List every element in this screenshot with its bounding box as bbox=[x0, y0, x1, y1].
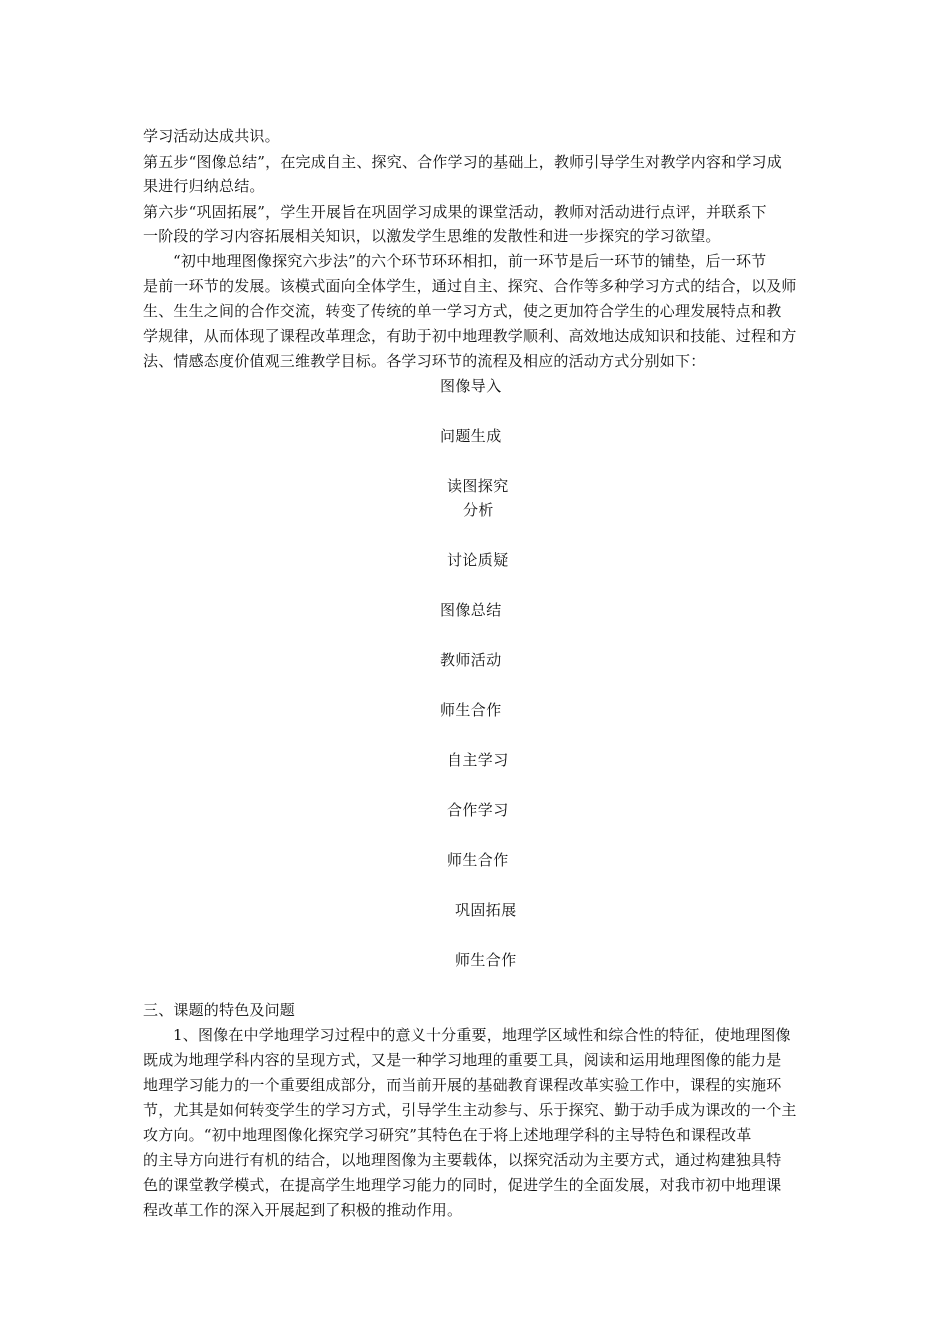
flow-activity-label: 巩固拓展 bbox=[455, 901, 517, 919]
paragraph-line: 节，尤其是如何转变学生的学习方式，引导学生主动参与、乐于探究、勤于动手成为课改的一个主 bbox=[143, 1101, 797, 1119]
flow-step-label: 问题生成 bbox=[440, 427, 502, 445]
paragraph-line: 学习活动达成共识。 bbox=[143, 127, 280, 145]
paragraph-line: 色的课堂教学模式，在提高学生地理学习能力的同时，促进学生的全面发展，对我市初中地理课 bbox=[143, 1176, 782, 1194]
paragraph-line: 地理学习能力的一个重要组成部分，而当前开展的基础教育课程改革实验工作中，课程的实施环 bbox=[143, 1076, 782, 1094]
flow-step-label: 讨论质疑 bbox=[447, 551, 509, 569]
paragraph-line: 是前一环节的发展。该模式面向全体学生，通过自主、探究、合作等多种学习方式的结合，以及师 bbox=[143, 277, 797, 295]
paragraph-line: 一阶段的学习内容拓展相关知识，以激发学生思维的发散性和进一步探究的学习欲望。 bbox=[143, 227, 721, 245]
flow-activity-label: 自主学习 bbox=[447, 751, 509, 769]
flow-activity-label: 教师活动 bbox=[440, 651, 502, 669]
paragraph-line: 程改革工作的深入开展起到了积极的推动作用。 bbox=[143, 1201, 463, 1219]
paragraph-line: 第五步“图像总结”，在完成自主、探究、合作学习的基础上，教师引导学生对教学内容和学习成 bbox=[143, 153, 782, 171]
flow-step-label: 读图探究 bbox=[447, 477, 509, 495]
flow-activity-label: 师生合作 bbox=[440, 701, 502, 719]
paragraph-line: 攻方向。“初中地理图像化探究学习研究”其特色在于将上述地理学科的主导特色和课程改革 bbox=[143, 1126, 752, 1144]
flow-step-label: 分析 bbox=[463, 501, 494, 519]
paragraph-line: 法、情感态度价值观三维教学目标。各学习环节的流程及相应的活动方式分别如下： bbox=[143, 352, 706, 370]
flow-activity-label: 师生合作 bbox=[447, 851, 509, 869]
flow-activity-label: 师生合作 bbox=[455, 951, 517, 969]
paragraph-line: “初中地理图像探究六步法”的六个环节环环相扣，前一环节是后一环节的铺垫，后一环节 bbox=[173, 252, 767, 270]
paragraph-line: 的主导方向进行有机的结合，以地理图像为主要载体，以探究活动为主要方式，通过构建独具特 bbox=[143, 1151, 782, 1169]
paragraph-line: 第六步“巩固拓展”，学生开展旨在巩固学习成果的课堂活动，教师对活动进行点评，并联系下 bbox=[143, 203, 767, 221]
paragraph-line: 生、生生之间的合作交流，转变了传统的单一学习方式，使之更加符合学生的心理发展特点和教 bbox=[143, 302, 782, 320]
flow-step-label: 图像导入 bbox=[440, 377, 502, 395]
flow-step-label: 图像总结 bbox=[440, 601, 502, 619]
flow-activity-label: 合作学习 bbox=[447, 801, 509, 819]
paragraph-line: 果进行归纳总结。 bbox=[143, 177, 265, 195]
paragraph-line: 既成为地理学科内容的呈现方式，又是一种学习地理的重要工具，阅读和运用地理图像的能力是 bbox=[143, 1051, 782, 1069]
section-heading: 三、课题的特色及问题 bbox=[143, 1001, 296, 1019]
paragraph-line: 学规律，从而体现了课程改革理念，有助于初中地理教学顺利、高效地达成知识和技能、过程和方 bbox=[143, 327, 797, 345]
paragraph-line: 1、图像在中学地理学习过程中的意义十分重要，地理学区域性和综合性的特征，使地理图像 bbox=[173, 1026, 791, 1044]
